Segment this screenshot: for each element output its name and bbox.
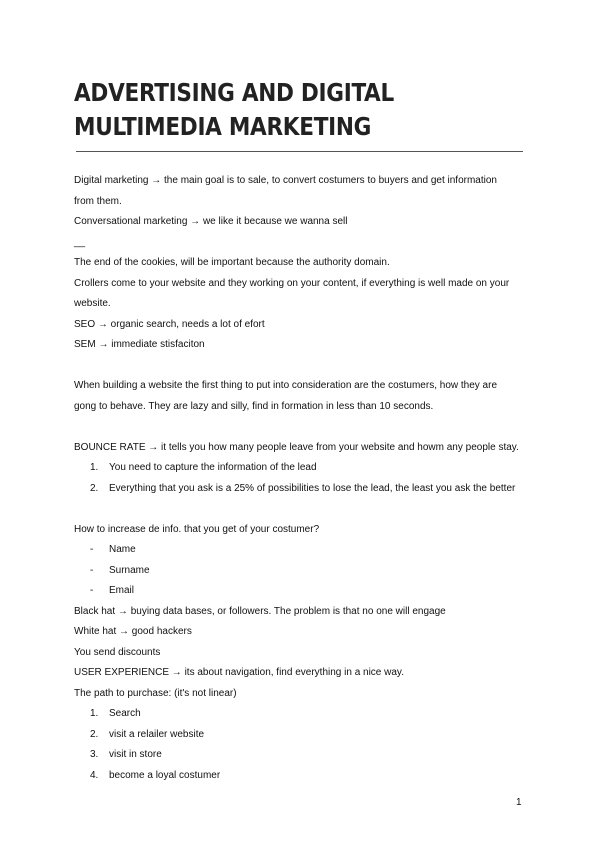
list-item: [74, 766, 534, 787]
blank-line: [74, 499, 534, 520]
paragraph: You send discounts: [74, 646, 161, 658]
paragraph: The path to purchase: (it's not linear): [74, 687, 237, 699]
list-dash: -: [90, 564, 94, 576]
list-number: 1.: [90, 462, 99, 473]
path-to-purchase-list: [74, 704, 534, 786]
paragraph: How to increase de info. that you get of your costumer?: [74, 523, 320, 535]
list-item: [74, 561, 534, 582]
bounce-rate-list: [74, 458, 534, 499]
paragraph: website.: [74, 298, 111, 309]
document-body: [74, 171, 534, 786]
separator-line: __: [74, 236, 86, 248]
list-item-text: Email: [109, 585, 135, 596]
list-item: [74, 745, 534, 766]
paragraph: from them.: [74, 195, 122, 207]
list-dash: -: [90, 544, 94, 555]
list-item: [74, 581, 534, 602]
list-item-text: Everything that you ask is a 25% of possibilities to lose the lead, the least you ask the better: [109, 482, 516, 494]
paragraph: When building a website the first thing to put into consideration are the costumers, how they are: [74, 380, 498, 391]
customer-info-list: [74, 540, 534, 602]
blank-line: [74, 356, 534, 377]
paragraph: USER EXPERIENCE → its about navigation, find everything in a nice way.: [74, 667, 404, 678]
paragraph: Crollers come to your website and they working on your content, if everything is well made on your: [74, 277, 510, 289]
list-dash: -: [90, 585, 94, 596]
list-item-text: visit a relailer website: [109, 728, 205, 740]
paragraph: The end of the cookies, will be important because the authority domain.: [74, 257, 390, 268]
list-item-text: become a loyal costumer: [109, 769, 221, 781]
list-item-text: visit in store: [109, 749, 162, 760]
paragraph: White hat → good hackers: [74, 626, 192, 637]
list-item: [74, 540, 534, 561]
list-item: [74, 704, 534, 725]
page-number: 1: [516, 797, 522, 808]
list-item-text: Surname: [109, 564, 150, 576]
paragraph: Black hat → buying data bases, or followers. The problem is that no one will engage: [74, 605, 446, 617]
paragraph: BOUNCE RATE → it tells you how many people leave from your website and howm any people stay.: [74, 441, 519, 453]
list-item: [74, 725, 534, 746]
document-title: ADVERTISING AND DIGITAL MULTIMEDIA MARKETING: [74, 78, 394, 141]
list-item: [74, 479, 534, 500]
list-item: [74, 458, 534, 479]
paragraph: SEO → organic search, needs a lot of efort: [74, 318, 265, 330]
list-number: 3.: [90, 749, 99, 760]
list-number: 2.: [90, 482, 99, 494]
list-item-text: Search: [109, 708, 141, 719]
list-number: 4.: [90, 769, 99, 781]
list-item-text: Name: [109, 544, 136, 555]
paragraph: Digital marketing → the main goal is to sale, to convert costumers to buyers and get information: [74, 175, 497, 186]
list-item-text: You need to capture the information of the lead: [109, 462, 317, 473]
list-number: 1.: [90, 708, 99, 719]
paragraph: gong to behave. They are lazy and silly, find in formation in less than 10 seconds.: [74, 400, 434, 412]
title-divider: [76, 151, 523, 152]
paragraph: Conversational marketing → we like it because we wanna sell: [74, 216, 348, 227]
list-number: 2.: [90, 728, 99, 740]
blank-line: [74, 417, 534, 438]
paragraph: SEM → immediate stisfaciton: [74, 339, 205, 350]
